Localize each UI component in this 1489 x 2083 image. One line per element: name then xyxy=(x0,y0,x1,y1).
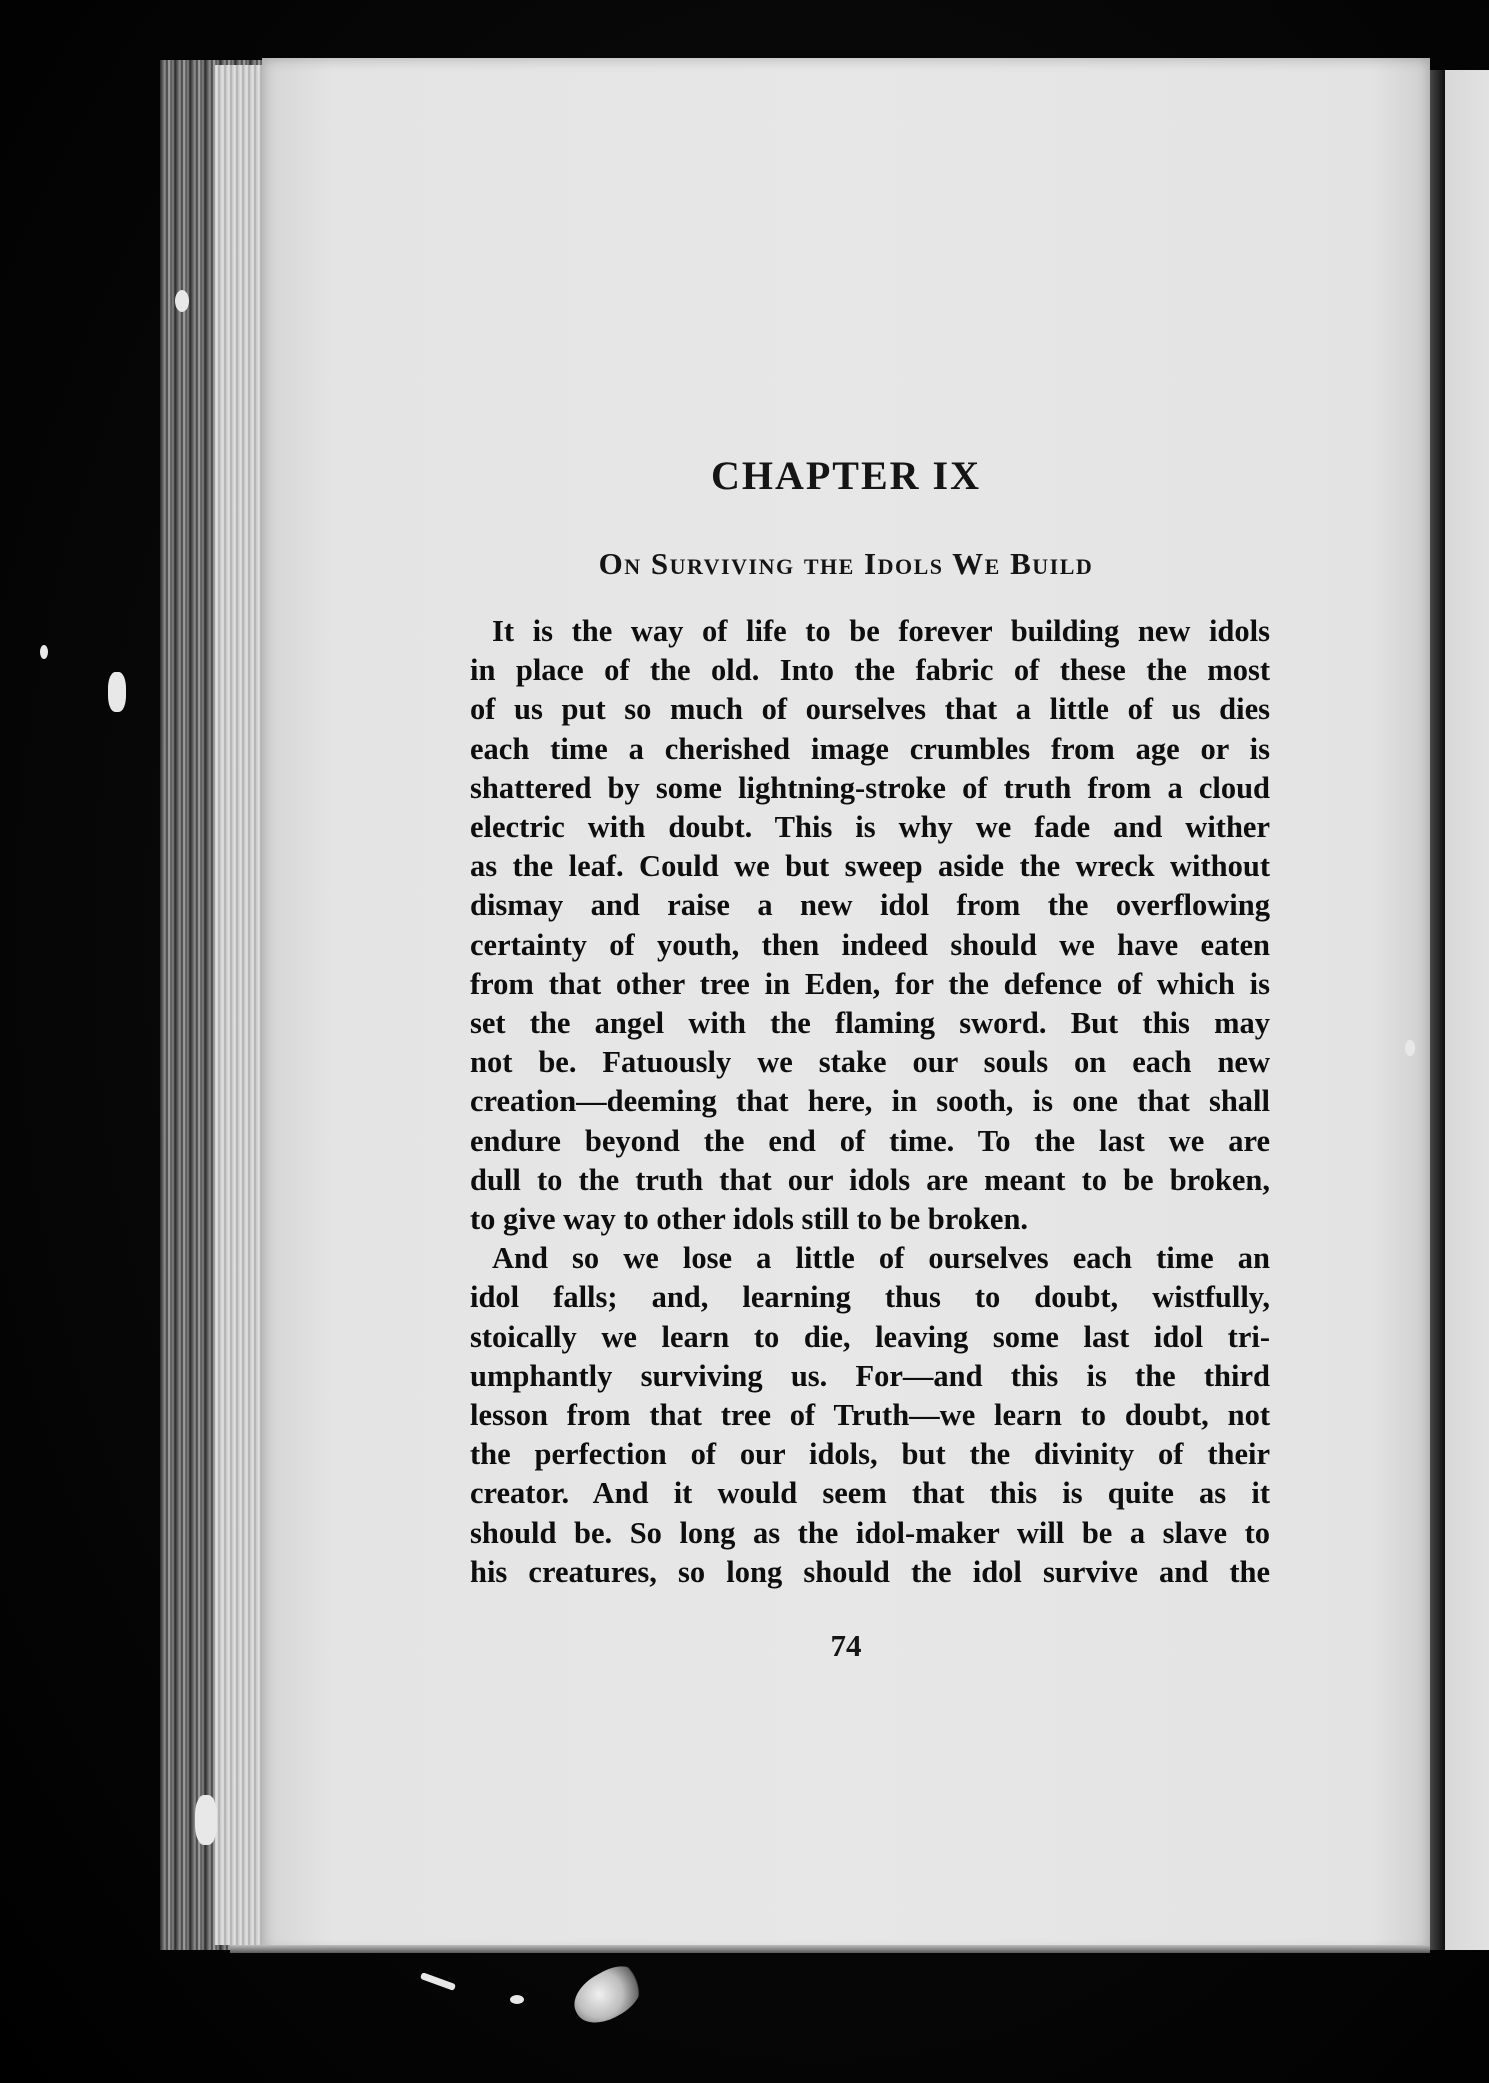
dust-speck xyxy=(40,645,48,659)
chapter-title: CHAPTER IX xyxy=(710,453,982,498)
chapter-body xyxy=(470,612,1270,1592)
text-line: And so we lose a little of ourselves each time an xyxy=(492,1241,1270,1276)
text-line: idol falls; and, learning thus to doubt, wistfully, xyxy=(470,1280,1270,1315)
text-line: not be. Fatuously we stake our souls on each new xyxy=(470,1045,1270,1080)
text-line: from that other tree in Eden, for the defence of which is xyxy=(470,966,1270,1001)
facing-page-sliver xyxy=(1445,70,1489,1950)
dust-speck xyxy=(108,672,126,712)
text-line: should be. So long as the idol-maker will be a slave to xyxy=(470,1515,1270,1550)
text-line: certainty of youth, then indeed should we have eaten xyxy=(470,927,1270,962)
text-line: dismay and raise a new idol from the overflowing xyxy=(470,888,1270,923)
text-line: It is the way of life to be forever building new idols xyxy=(492,614,1270,648)
text-line: creation—deeming that here, in sooth, is one that shall xyxy=(470,1084,1270,1119)
book-page-edges-inner xyxy=(215,65,265,1945)
text-line: lesson from that tree of Truth—we learn to doubt, not xyxy=(470,1398,1270,1433)
text-line: shattered by some lightning-stroke of truth from a cloud xyxy=(470,770,1270,805)
text-line: each time a cherished image crumbles from age or is xyxy=(470,731,1270,766)
text-line: to give way to other idols still to be broken. xyxy=(470,1202,1029,1237)
text-line: endure beyond the end of time. To the last we are xyxy=(470,1123,1270,1158)
text-line: set the angel with the flaming sword. But this may xyxy=(470,1006,1270,1041)
page-number: 74 xyxy=(830,1628,862,1663)
dust-speck xyxy=(1405,1040,1415,1056)
text-line: his creatures, so long should the idol survive and the xyxy=(470,1554,1270,1589)
text-line: creator. And it would seem that this is quite as it xyxy=(470,1476,1270,1511)
text-line: stoically we learn to die, leaving some last idol tri- xyxy=(470,1319,1270,1354)
dust-speck xyxy=(195,1795,217,1845)
text-line: umphantly surviving us. For—and this is the third xyxy=(470,1358,1270,1393)
paragraph-2 xyxy=(470,1239,1270,1592)
text-line: dull to the truth that our idols are meant to be broken, xyxy=(470,1162,1270,1197)
text-line: of us put so much of ourselves that a little of us dies xyxy=(470,692,1270,727)
dust-speck xyxy=(175,290,189,312)
text-line: the perfection of our idols, but the divinity of their xyxy=(470,1437,1270,1472)
text-line: as the leaf. Could we but sweep aside the wreck without xyxy=(470,849,1270,884)
dust-speck xyxy=(510,1995,524,2004)
paragraph-1 xyxy=(470,612,1270,1239)
text-line: in place of the old. Into the fabric of these the most xyxy=(470,653,1270,688)
page-bottom-edge xyxy=(230,1945,1430,1953)
text-line: electric with doubt. This is why we fade and wither xyxy=(470,810,1270,845)
chapter-subtitle: On Surviving the Idols We Build xyxy=(598,546,1094,581)
